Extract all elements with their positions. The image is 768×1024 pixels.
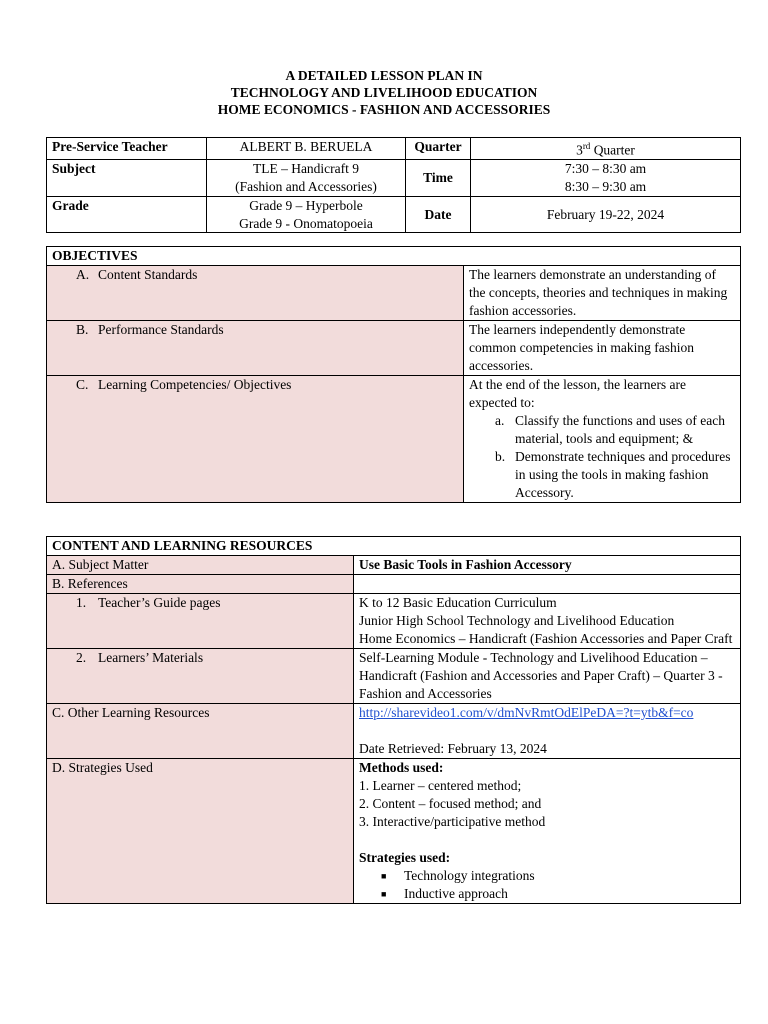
learners-materials-label-text: Learners’ Materials [98,650,204,665]
learning-competencies-label [47,376,464,503]
document-title [0,67,768,118]
subject-value [207,160,406,197]
date-retrieved: Date Retrieved: February 13, 2024 [359,741,547,756]
references-value [354,575,741,594]
title-line-2: TECHNOLOGY AND LIVELIHOOD EDUCATION [230,85,538,100]
list-item [359,867,735,885]
list-text: Demonstrate techniques and procedures in using the tools in making fashion Accessory. [515,449,731,500]
strategies-list [359,867,735,903]
learning-competencies-label-text: Learning Competencies/ Objectives [98,377,292,392]
teachers-guide-line-3: Home Economics – Handicraft (Fashion Accessories and Paper Craft [359,631,733,646]
list-item [359,885,735,903]
strategies-label: D. Strategies Used [47,759,354,904]
bullet-icon: ■ [381,871,387,881]
grade-label: Grade [47,197,207,233]
teacher-label: Pre-Service Teacher [47,138,207,160]
learning-competencies-text [464,376,741,503]
content-standards-marker: A. [76,267,90,282]
method-item: 2. Content – focused method; and [359,796,542,811]
subject-matter-value: Use Basic Tools in Fashion Accessory [354,556,741,575]
subject-matter-label: A. Subject Matter [47,556,354,575]
teachers-guide-label [47,594,354,649]
spacer [359,722,735,740]
time-value [471,160,741,197]
resource-link[interactable]: http://sharevideo1.com/v/dmNvRmtOdElPeDA=?t=ytb&f=co [359,705,694,720]
quarter-number: 3 [576,142,583,158]
quarter-word: Quarter [590,142,635,158]
resources-heading: CONTENT AND LEARNING RESOURCES [47,537,741,556]
content-standards-label [47,266,464,321]
time-label: Time [406,160,471,197]
list-marker: b. [495,449,506,464]
teachers-guide-label-text: Teacher’s Guide pages [98,595,221,610]
grade-line-1: Grade 9 – Hyperbole [249,198,363,213]
time-line-2: 8:30 – 9:30 am [564,178,647,194]
teachers-guide-line-1: K to 12 Basic Education Curriculum [359,595,557,610]
other-resources-value [354,704,741,759]
objectives-heading: OBJECTIVES [47,247,741,266]
strategies-value [354,759,741,904]
learners-materials-value: Self-Learning Module - Technology and Livelihood Education – Handicraft (Fashion and Accessories and Paper Craft) – Quarter 3 -Fashion and Accessories [354,649,741,704]
teachers-guide-line-2: Junior High School Technology and Livelihood Education [359,613,675,628]
list-item [469,412,735,448]
info-table [46,137,741,233]
subject-line-1: TLE – Handicraft 9 [252,161,360,176]
performance-standards-label-text: Performance Standards [98,322,224,337]
title-line-3: HOME ECONOMICS - FASHION AND ACCESSORIES [217,102,551,117]
quarter-value [471,138,741,160]
date-label: Date [406,197,471,233]
methods-heading: Methods used: [359,760,444,775]
quarter-suffix: rd [582,141,591,151]
content-standards-label-text: Content Standards [98,267,198,282]
spacer [359,831,735,849]
learners-materials-label [47,649,354,704]
list-text: Classify the functions and uses of each material, tools and equipment; & [515,413,725,446]
list-text: Inductive approach [404,886,508,901]
performance-standards-marker: B. [76,322,89,337]
performance-standards-label [47,321,464,376]
references-label: B. References [47,575,354,594]
teachers-guide-marker: 1. [76,595,87,610]
list-item [469,448,735,502]
grade-value [207,197,406,233]
resources-table [46,536,741,904]
competencies-list [469,412,735,502]
competencies-intro: At the end of the lesson, the learners are expected to: [469,377,687,410]
other-resources-label: C. Other Learning Resources [47,704,354,759]
bullet-icon: ■ [381,889,387,899]
list-text: Technology integrations [404,868,535,883]
title-line-1: A DETAILED LESSON PLAN IN [285,68,483,83]
time-line-1: 7:30 – 8:30 am [564,161,647,176]
teacher-value: ALBERT B. BERUELA [207,138,406,160]
teachers-guide-value [354,594,741,649]
list-marker: a. [495,413,505,428]
method-item: 1. Learner – centered method; [359,778,522,793]
date-value: February 19-22, 2024 [471,197,741,233]
quarter-label: Quarter [406,138,471,160]
strategies-heading: Strategies used: [359,850,451,865]
objectives-table [46,246,741,503]
learners-materials-marker: 2. [76,650,87,665]
subject-label: Subject [47,160,207,197]
performance-standards-text: The learners independently demonstrate common competencies in making fashion accessories. [464,321,741,376]
grade-line-2: Grade 9 - Onomatopoeia [239,215,373,231]
learning-competencies-marker: C. [76,377,89,392]
content-standards-text: The learners demonstrate an understanding of the concepts, theories and techniques in making fashion accessories. [464,266,741,321]
subject-line-2: (Fashion and Accessories) [235,178,377,194]
method-item: 3. Interactive/participative method [359,814,546,829]
